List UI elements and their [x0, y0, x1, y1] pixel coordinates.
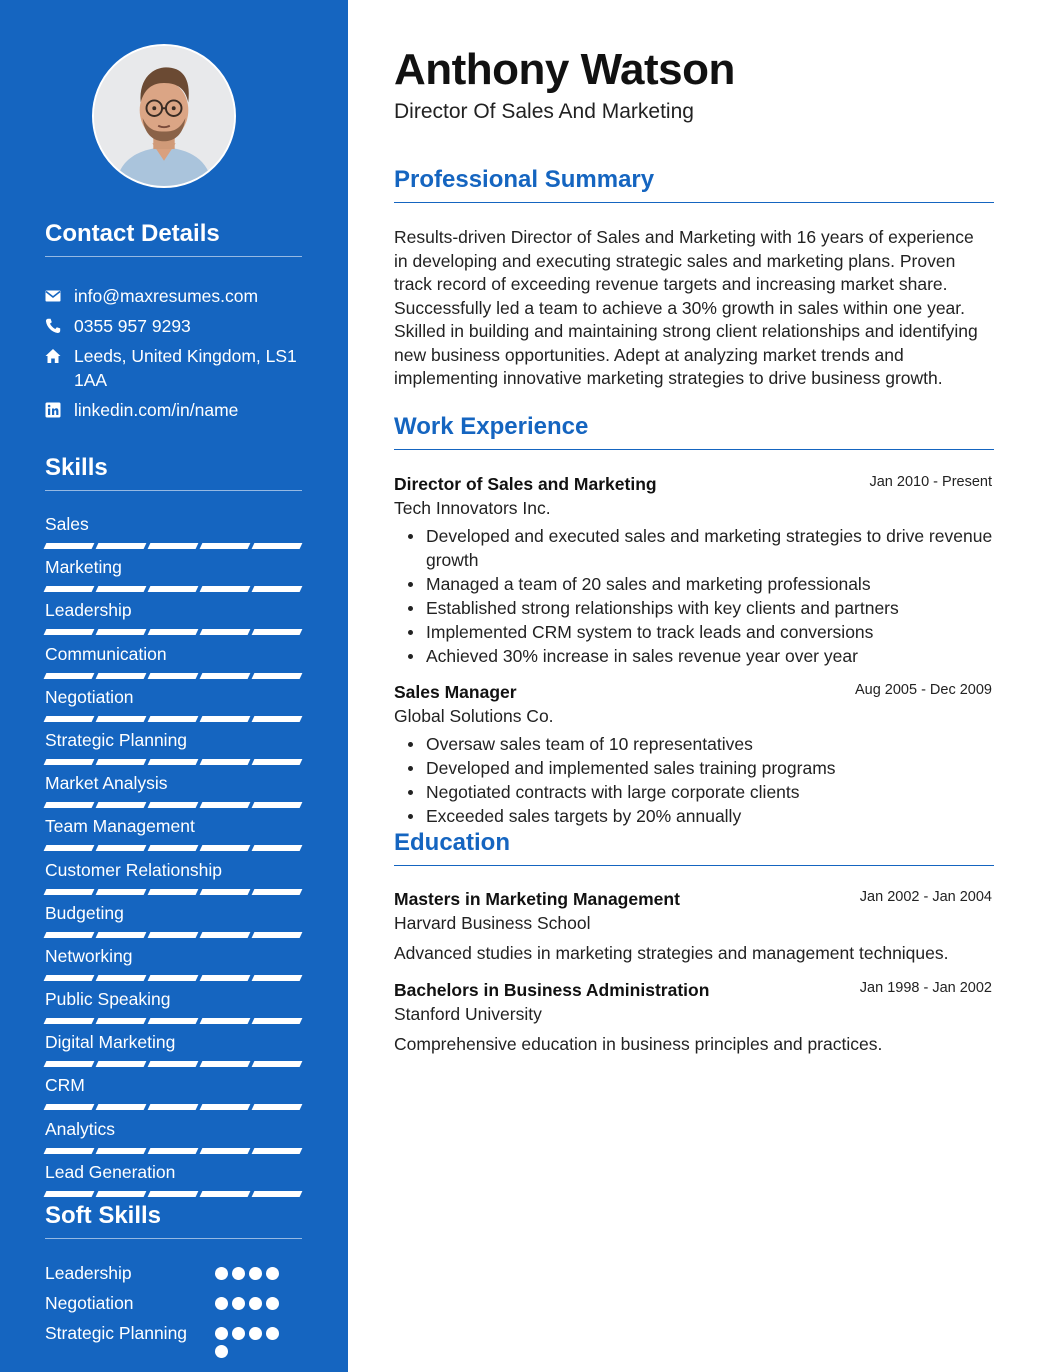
skill-level-segment	[96, 629, 147, 635]
job-bullet: Managed a team of 20 sales and marketing professionals	[394, 572, 994, 596]
job-entry	[394, 680, 994, 828]
rating-dot	[249, 1297, 262, 1310]
skill-level-segment	[44, 673, 95, 679]
skill-name: Public Speaking	[45, 989, 171, 1010]
skill-level-segment	[200, 1061, 251, 1067]
education-description: Advanced studies in marketing strategies and management techniques.	[394, 943, 949, 963]
skill-level-bar	[45, 889, 305, 895]
job-bullets	[394, 732, 994, 828]
skill-name: Budgeting	[45, 902, 124, 923]
job-bullet: Exceeded sales targets by 20% annually	[394, 804, 994, 828]
skill-level-bar	[45, 845, 305, 851]
skill-level-bar	[45, 759, 305, 765]
soft-skill-name: Strategic Planning	[45, 1323, 188, 1343]
skill-level-segment	[44, 932, 95, 938]
skill-level-bar	[45, 1148, 305, 1154]
contact-linkedin-text: linkedin.com/in/name	[74, 400, 239, 420]
soft-skills-heading: Soft Skills	[45, 1202, 302, 1239]
sidebar	[0, 0, 348, 1372]
job-bullet: Negotiated contracts with large corporate clients	[394, 780, 994, 804]
contact-heading: Contact Details	[45, 220, 302, 257]
job-company: Tech Innovators Inc.	[394, 498, 551, 518]
skill-level-segment	[148, 932, 199, 938]
skill-level-segment	[44, 1018, 95, 1024]
skill-level-segment	[96, 932, 147, 938]
skill-level-segment	[200, 716, 251, 722]
degree-title: Bachelors in Business Administration	[394, 980, 710, 1000]
phone-icon	[45, 314, 74, 334]
skill-item	[45, 901, 305, 944]
skill-level-bar	[45, 543, 305, 549]
skill-item	[45, 598, 305, 641]
skill-level-segment	[148, 802, 199, 808]
skill-name: Customer Relationship	[45, 859, 223, 880]
soft-skill-name: Leadership	[45, 1263, 132, 1283]
job-title: Director of Sales and Marketing	[394, 474, 657, 494]
skill-level-segment	[44, 759, 95, 765]
skill-level-segment	[200, 1018, 251, 1024]
skill-level-segment	[148, 586, 199, 592]
skill-level-segment	[96, 543, 147, 549]
skill-name: Communication	[45, 643, 167, 664]
soft-skill-rating	[215, 1322, 295, 1358]
skill-level-segment	[252, 1061, 303, 1067]
skill-level-segment	[252, 1191, 303, 1197]
skill-level-segment	[96, 1191, 147, 1197]
skill-level-bar	[45, 1104, 305, 1110]
soft-skill-item	[45, 1262, 305, 1285]
rating-dot	[249, 1327, 262, 1340]
skill-name: Marketing	[45, 557, 122, 578]
summary-text: Results-driven Director of Sales and Marketing with 16 years of experience in developing and executing strategic sales and marketing plans. Proven track record of exceeding revenue targets and increasing market share. Successfully led a team to achieve a 30% growth in sales within one year. Skilled in building and maintaining strong client relationships and identifying new business opportunities. Adept at analyzing market trends and implementing innovative marketing strategies to drive business growth.	[394, 227, 978, 388]
job-bullet: Developed and executed sales and marketing strategies to drive revenue growth	[394, 524, 994, 572]
skill-level-bar	[45, 802, 305, 808]
skill-level-bar	[45, 1191, 305, 1197]
job-entry	[394, 472, 994, 668]
soft-skill-item	[45, 1322, 305, 1358]
skill-name: Networking	[45, 945, 133, 966]
skill-level-segment	[148, 629, 199, 635]
skill-item	[45, 1073, 305, 1116]
skill-level-segment	[96, 845, 147, 851]
skill-level-segment	[200, 845, 251, 851]
rating-dot	[215, 1267, 228, 1280]
rating-dot	[215, 1297, 228, 1310]
skill-item	[45, 1030, 305, 1073]
rating-dot	[215, 1345, 228, 1358]
soft-skills-list	[45, 1262, 305, 1365]
contact-phone-text: 0355 957 9293	[74, 316, 191, 336]
skill-level-segment	[96, 802, 147, 808]
education-heading: Education	[394, 829, 994, 866]
soft-skill-rating	[215, 1292, 295, 1310]
skill-level-segment	[44, 1061, 95, 1067]
rating-dot	[249, 1267, 262, 1280]
job-bullet: Implemented CRM system to track leads and conversions	[394, 620, 994, 644]
skill-level-segment	[252, 1104, 303, 1110]
experience-heading: Work Experience	[394, 413, 994, 450]
skill-level-bar	[45, 932, 305, 938]
skill-level-bar	[45, 1018, 305, 1024]
skill-level-segment	[200, 759, 251, 765]
skill-level-segment	[96, 1018, 147, 1024]
skill-level-segment	[148, 845, 199, 851]
skill-name: Digital Marketing	[45, 1032, 176, 1053]
skill-name: Leadership	[45, 600, 132, 621]
skill-level-bar	[45, 975, 305, 981]
contact-address	[45, 344, 310, 392]
skill-level-segment	[148, 1148, 199, 1154]
skill-level-segment	[148, 716, 199, 722]
skill-level-segment	[200, 543, 251, 549]
school-name: Stanford University	[394, 1004, 542, 1024]
skill-level-segment	[148, 1061, 199, 1067]
skill-name: Sales	[45, 514, 89, 534]
skill-level-segment	[44, 845, 95, 851]
skill-level-segment	[96, 1104, 147, 1110]
rating-dot	[266, 1267, 279, 1280]
skill-level-segment	[44, 629, 95, 635]
degree-title: Masters in Marketing Management	[394, 889, 680, 909]
skill-level-segment	[200, 586, 251, 592]
job-bullets	[394, 524, 994, 668]
skill-level-segment	[252, 889, 303, 895]
skill-level-segment	[148, 759, 199, 765]
skill-level-segment	[96, 1148, 147, 1154]
skill-level-segment	[96, 586, 147, 592]
skill-level-segment	[148, 889, 199, 895]
skill-name: Lead Generation	[45, 1161, 176, 1182]
skill-name: Strategic Planning	[45, 729, 188, 750]
skill-level-segment	[252, 802, 303, 808]
skill-level-segment	[44, 889, 95, 895]
skill-level-segment	[252, 845, 303, 851]
education-dates: Jan 2002 - Jan 2004	[859, 889, 992, 905]
soft-skill-name: Negotiation	[45, 1293, 134, 1313]
rating-dot	[215, 1327, 228, 1340]
skill-level-segment	[200, 1104, 251, 1110]
skill-level-segment	[44, 975, 95, 981]
job-company: Global Solutions Co.	[394, 706, 554, 726]
skill-level-segment	[252, 543, 303, 549]
job-bullet: Established strong relationships with key clients and partners	[394, 596, 994, 620]
skill-level-segment	[96, 889, 147, 895]
contact-list	[45, 284, 310, 428]
skill-level-segment	[252, 586, 303, 592]
skill-level-segment	[252, 716, 303, 722]
skill-level-segment	[200, 802, 251, 808]
skill-level-segment	[252, 1018, 303, 1024]
skill-level-segment	[252, 975, 303, 981]
skill-item	[45, 771, 305, 814]
skill-item	[45, 642, 305, 685]
education-description: Comprehensive education in business principles and practices.	[394, 1034, 883, 1054]
skill-level-segment	[148, 1104, 199, 1110]
candidate-name: Anthony Watson	[394, 45, 735, 94]
job-title: Sales Manager	[394, 682, 517, 702]
skill-level-segment	[200, 932, 251, 938]
skill-level-segment	[252, 629, 303, 635]
skill-name: CRM	[45, 1075, 85, 1096]
skill-level-bar	[45, 716, 305, 722]
skill-level-segment	[148, 1018, 199, 1024]
skill-level-segment	[96, 716, 147, 722]
skill-item	[45, 858, 305, 901]
skill-level-segment	[96, 759, 147, 765]
candidate-title: Director Of Sales And Marketing	[394, 100, 694, 123]
skill-level-segment	[200, 1148, 251, 1154]
skills-heading: Skills	[45, 454, 302, 491]
skill-level-segment	[200, 629, 251, 635]
skill-level-segment	[252, 759, 303, 765]
skill-level-bar	[45, 629, 305, 635]
summary-heading: Professional Summary	[394, 166, 994, 203]
skill-name: Negotiation	[45, 686, 134, 707]
school-name: Harvard Business School	[394, 913, 591, 933]
contact-address-text: Leeds, United Kingdom, LS1 1AA	[74, 346, 297, 390]
skill-item	[45, 555, 305, 598]
envelope-icon	[45, 284, 74, 304]
rating-dot	[232, 1297, 245, 1310]
skill-level-segment	[44, 586, 95, 592]
soft-skill-rating	[215, 1262, 295, 1280]
skill-level-segment	[44, 543, 95, 549]
skill-level-bar	[45, 1061, 305, 1067]
skill-level-segment	[200, 889, 251, 895]
skill-name: Market Analysis	[45, 773, 168, 794]
education-entry	[394, 887, 994, 965]
skill-item	[45, 512, 305, 555]
skill-level-segment	[148, 673, 199, 679]
skill-level-segment	[148, 543, 199, 549]
soft-skill-item	[45, 1292, 305, 1315]
job-bullet: Oversaw sales team of 10 representatives	[394, 732, 994, 756]
skill-item	[45, 728, 305, 771]
rating-dot	[232, 1327, 245, 1340]
skill-level-segment	[200, 1191, 251, 1197]
skill-level-segment	[148, 975, 199, 981]
skill-level-segment	[200, 975, 251, 981]
skill-level-segment	[44, 802, 95, 808]
skill-level-segment	[96, 975, 147, 981]
rating-dot	[232, 1267, 245, 1280]
skill-item	[45, 1117, 305, 1160]
rating-dot	[266, 1297, 279, 1310]
job-bullet: Achieved 30% increase in sales revenue year over year	[394, 644, 994, 668]
skill-level-segment	[252, 932, 303, 938]
skills-list	[45, 512, 305, 1203]
rating-dot	[266, 1327, 279, 1340]
skill-item	[45, 987, 305, 1030]
skill-level-segment	[252, 673, 303, 679]
education-entry	[394, 978, 994, 1056]
linkedin-icon	[45, 398, 74, 418]
skill-level-segment	[252, 1148, 303, 1154]
contact-phone[interactable]	[45, 314, 310, 338]
skill-item	[45, 1160, 305, 1203]
contact-email-text: info@maxresumes.com	[74, 286, 259, 306]
skill-item	[45, 685, 305, 728]
skill-name: Team Management	[45, 816, 195, 837]
skill-item	[45, 944, 305, 987]
profile-photo	[94, 46, 234, 186]
contact-linkedin[interactable]	[45, 398, 310, 422]
skill-level-bar	[45, 586, 305, 592]
job-dates: Aug 2005 - Dec 2009	[854, 682, 992, 698]
skill-level-segment	[44, 716, 95, 722]
skill-level-segment	[44, 1191, 95, 1197]
skill-level-segment	[96, 673, 147, 679]
skill-level-segment	[44, 1104, 95, 1110]
skill-level-segment	[200, 673, 251, 679]
job-bullet: Developed and implemented sales training programs	[394, 756, 994, 780]
skill-level-bar	[45, 673, 305, 679]
skill-level-segment	[148, 1191, 199, 1197]
skill-level-segment	[96, 1061, 147, 1067]
skill-item	[45, 814, 305, 857]
contact-email[interactable]	[45, 284, 310, 308]
home-icon	[45, 344, 74, 364]
job-dates: Jan 2010 - Present	[869, 474, 992, 490]
skill-level-segment	[44, 1148, 95, 1154]
education-dates: Jan 1998 - Jan 2002	[859, 980, 992, 996]
avatar	[92, 44, 236, 188]
skill-name: Analytics	[45, 1118, 116, 1139]
